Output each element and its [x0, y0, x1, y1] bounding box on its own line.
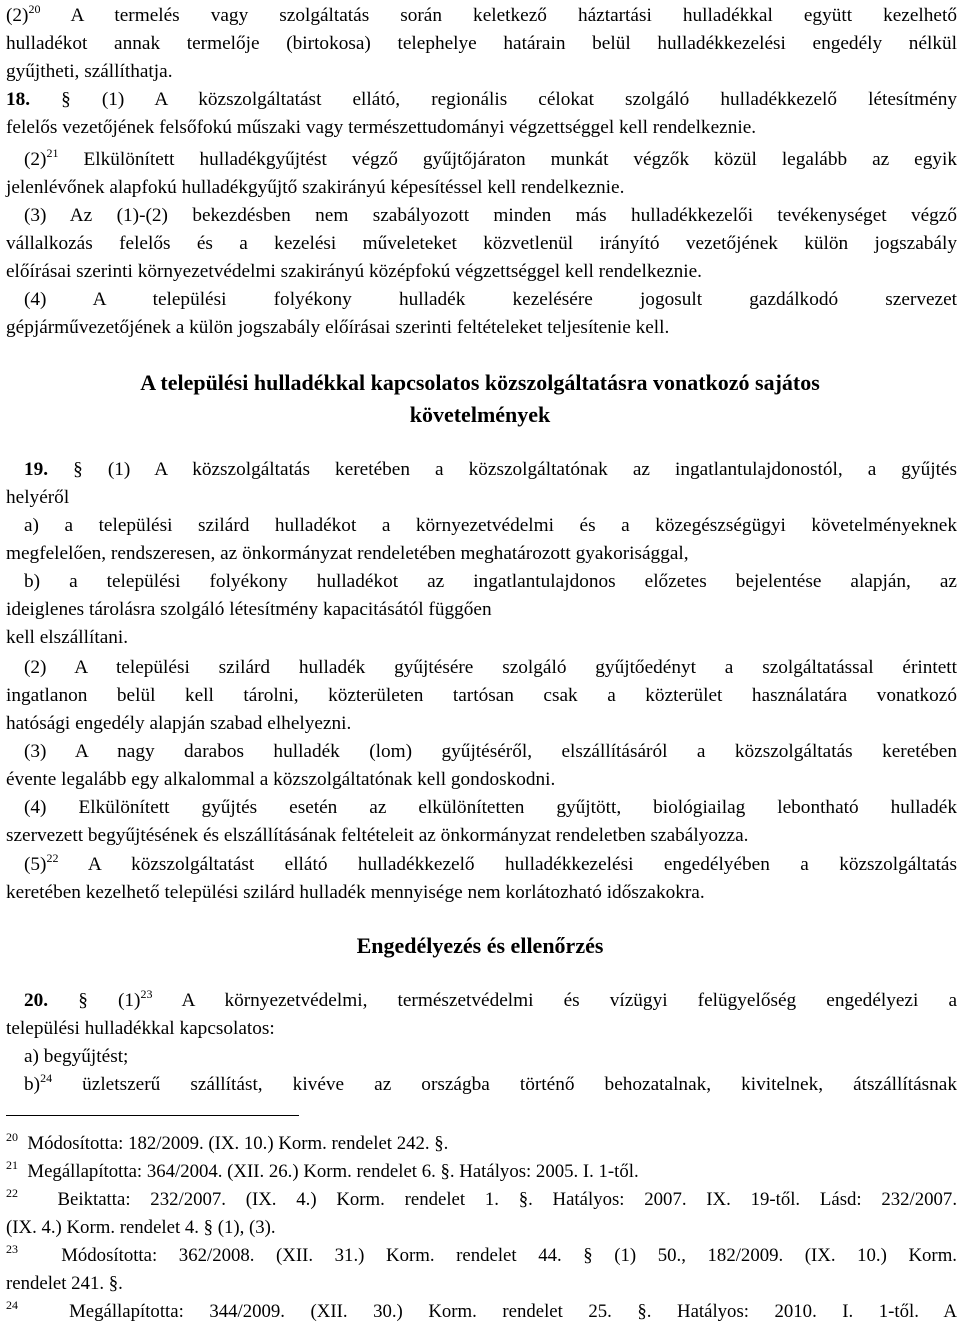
list-item-line: b) a települési folyékony hulladékot az ingatlantulajdonos előzetes bejelentése alapján, az	[24, 571, 957, 592]
footnote	[6, 1186, 957, 1214]
footnote-text: Módosította: 362/2008. (XII. 31.) Korm. rendelet 44. § (1) 50., 182/2009. (IX. 10.) Korm.	[61, 1245, 957, 1266]
section-number: 20.	[24, 990, 49, 1011]
section-18-line	[6, 86, 957, 114]
footnote	[6, 1242, 957, 1270]
paragraph-text: üzletszerű szállítást, kivéve az országba történő behozatalnak, kivitelnek, átszállításnak	[82, 1074, 957, 1095]
footnote-ref[interactable]: 22	[46, 850, 59, 865]
footnote	[6, 1130, 448, 1158]
footnote-line: rendelet 241. §.	[6, 1273, 123, 1294]
footnote-ref[interactable]: 23	[140, 986, 153, 1001]
paragraph-text: (1) A közszolgáltatás keretében a közszolgáltatónak az ingatlantulajdonostól, a gyűjtés	[82, 459, 957, 480]
footnote-ref[interactable]: 21	[46, 145, 59, 160]
list-item-line: megfelelően, rendszeresen, az önkormányzat rendeletében meghatározott gyakorisággal,	[6, 543, 689, 564]
paragraph-number: (2)	[24, 149, 47, 170]
paragraph-line: (2) A települési szilárd hulladék gyűjtésére szolgáló gyűjtőedényt a szolgáltatással érintett	[24, 657, 957, 678]
footnote-separator	[6, 1115, 299, 1116]
list-marker: b)	[24, 1074, 41, 1095]
paragraph-line: (4) Elkülönített gyűjtés esetén az elkülönítetten gyűjtött, biológiailag lebontható hulladék	[24, 797, 957, 818]
list-item-line: a) a települési szilárd hulladékot a környezetvédelmi és a közegészségügyi követelményeknek	[24, 515, 957, 536]
list-item-line	[24, 1071, 957, 1099]
paragraph-line: évente legalább egy alkalommal a közszolgáltatónak kell gondoskodni.	[6, 769, 556, 790]
footnote-ref[interactable]: 24	[40, 1070, 53, 1085]
paragraph-line: szervezett begyűjtésének és elszállításának feltételeit az önkormányzat rendeletben szabályozza.	[6, 825, 749, 846]
footnote-number: 22	[6, 1185, 18, 1200]
footnote	[6, 1298, 957, 1326]
section-20-line	[24, 987, 957, 1015]
section-heading: A települési hulladékkal kapcsolatos közszolgáltatásra vonatkozó sajátos	[140, 370, 820, 395]
footnote-text: Módosította: 182/2009. (IX. 10.) Korm. rendelet 242. §.	[27, 1133, 449, 1154]
footnote-number: 23	[6, 1241, 18, 1256]
paragraph-number: (1)	[87, 990, 141, 1011]
list-item-line: a) begyűjtést;	[24, 1046, 129, 1067]
paragraph-text: A környezetvédelmi, természetvédelmi és vízügyi felügyelőség engedélyezi a	[181, 990, 958, 1011]
paragraph-line: felelős vezetőjének felsőfokú műszaki vagy természettudományi végzettséggel kell rendelkeznie.	[6, 117, 757, 138]
paragraph-text: A termelés vagy szolgáltatás során keletkező háztartási hulladékkal együtt kezelhető	[70, 5, 957, 26]
paragraph-line: települési hulladékkal kapcsolatos:	[6, 1018, 275, 1039]
paragraph-line: hatósági engedély alapján szabad elhelyezni.	[6, 713, 352, 734]
footnote-ref[interactable]: 20	[28, 1, 41, 16]
section-heading: követelmények	[409, 402, 551, 427]
list-item-line: ideiglenes tárolásra szolgáló létesítmény kapacitásától függően	[6, 599, 492, 620]
section-sign: §	[61, 89, 71, 110]
paragraph-line: vállalkozás felelős és a kezelési műveleteket közvetlenül irányító vezetőjének külön jogszabály	[6, 233, 957, 254]
footnote-number: 21	[6, 1157, 18, 1172]
paragraph-line	[24, 851, 957, 879]
paragraph-line	[6, 2, 957, 30]
section-number: 19.	[24, 459, 49, 480]
paragraph-number: (2)	[6, 5, 29, 26]
footnote-text: Beiktatta: 232/2007. (IX. 4.) Korm. rendelet 1. §. Hatályos: 2007. IX. 19-től. Lásd: 232/2007.	[57, 1189, 958, 1210]
paragraph-line: keretében kezelhető települési szilárd hulladék mennyisége nem korlátozható időszakokra.	[6, 882, 705, 903]
list-item-line: kell elszállítani.	[6, 627, 129, 648]
paragraph-line: előírásai szerinti környezetvédelmi szakirányú középfokú végzettséggel kell rendelkeznie.	[6, 261, 702, 282]
paragraph-line: ingatlanon belül kell tárolni, közterületen tartósan csak a közterület használatára vonatkozó	[6, 685, 957, 706]
paragraph-line: hulladékot annak termelője (birtokosa) telephelye határain belül hulladékkezelési engedély nélkül	[6, 33, 957, 54]
paragraph-line: jelenlévőnek alapfokú hulladékgyűjtő szakirányú képesítéssel kell rendelkeznie.	[6, 177, 625, 198]
paragraph-text: A közszolgáltatást ellátó hulladékkezelő hulladékkezelési engedélyében a közszolgáltatás	[87, 854, 957, 875]
footnote-line: (IX. 4.) Korm. rendelet 4. § (1), (3).	[6, 1217, 276, 1238]
footnote	[6, 1158, 639, 1186]
paragraph-line	[24, 146, 957, 174]
footnote-number: 20	[6, 1129, 18, 1144]
footnote-text: Megállapította: 344/2009. (XII. 30.) Korm. rendelet 25. §. Hatályos: 2010. I. 1-től. A	[69, 1301, 958, 1322]
paragraph-line: gyűjtheti, szállíthatja.	[6, 61, 173, 82]
paragraph-text: (1) A közszolgáltatást ellátó, regionális célokat szolgáló hulladékkezelő létesítmény	[70, 89, 957, 110]
paragraph-line: helyéről	[6, 487, 70, 508]
section-heading: Engedélyezés és ellenőrzés	[356, 933, 604, 958]
section-19-line	[24, 456, 957, 484]
paragraph-line: (3) Az (1)-(2) bekezdésben nem szabályozott minden más hulladékkezelői tevékenységet végző	[24, 205, 957, 226]
paragraph-line: (3) A nagy darabos hulladék (lom) gyűjtéséről, elszállításáról a közszolgáltatás keretében	[24, 741, 957, 762]
paragraph-text: Elkülönített hulladékgyűjtést végző gyűjtőjáraton munkát végzők közül legalább az egyik	[83, 149, 958, 170]
paragraph-line: (4) A települési folyékony hulladék kezelésére jogosult gazdálkodó szervezet	[24, 289, 957, 310]
footnote-text: Megállapította: 364/2004. (XII. 26.) Korm. rendelet 6. §. Hatályos: 2005. I. 1-től.	[27, 1161, 639, 1182]
paragraph-number: (5)	[24, 854, 47, 875]
section-sign: §	[78, 990, 88, 1011]
section-number: 18.	[6, 89, 31, 110]
footnote-number: 24	[6, 1297, 18, 1312]
paragraph-line: gépjárművezetőjének a külön jogszabály előírásai szerinti feltételeket teljesítenie kell.	[6, 317, 670, 338]
section-sign: §	[73, 459, 83, 480]
